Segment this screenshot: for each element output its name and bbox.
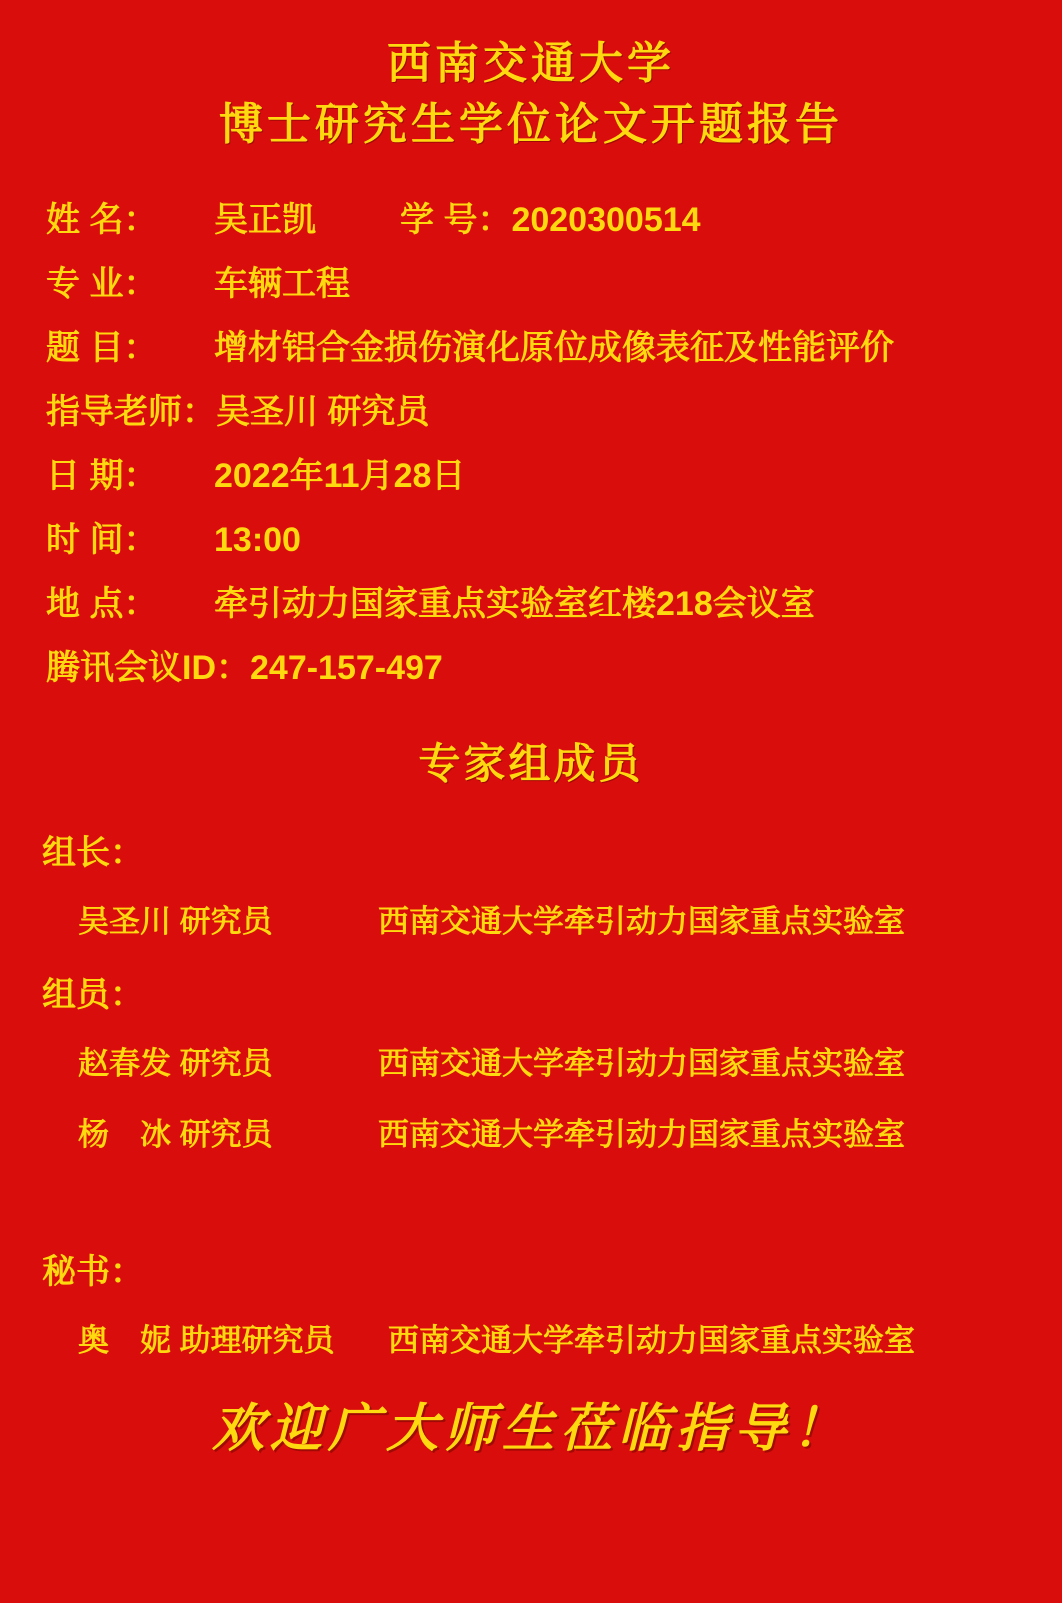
info-row-place [46,585,1032,624]
info-block [0,201,1062,688]
time-label: 时 间： [46,521,158,560]
secretary-label: 秘书： [42,1253,144,1292]
info-row-time [46,521,1032,560]
major-value: 车辆工程 [214,265,350,304]
topic-value: 增材铝合金损伤演化原位成像表征及性能评价 [214,329,894,368]
list-item [0,896,1062,941]
student-id-label: 学 号： [400,201,512,240]
meeting-id-value: 247-157-497 [250,649,443,688]
date-value: 2022年11月28日 [214,457,466,496]
list-item [0,1038,1062,1083]
member-affiliation: 西南交通大学牵引动力国家重点实验室 [388,1323,915,1359]
member-name: 杨 冰 研究员 [78,1117,273,1153]
student-id-value: 2020300514 [511,201,701,240]
member-name: 赵春发 研究员 [78,1046,273,1082]
spacer [0,1180,1062,1244]
expert-group-heading: 专家组成员 [418,740,644,788]
info-row-meeting-id [46,649,1032,688]
member-name: 吴圣川 研究员 [78,904,273,940]
member-affiliation: 西南交通大学牵引动力国家重点实验室 [378,1046,905,1082]
member-affiliation: 西南交通大学牵引动力国家重点实验室 [378,904,905,940]
poster-title: 博士研究生学位论文开题报告 [219,99,843,149]
members-label: 组员： [42,976,144,1015]
name-value: 吴正凯 [214,201,316,240]
name-label: 姓 名： [46,201,158,240]
advisor-value: 吴圣川 研究员 [216,393,430,432]
member-name: 奥 妮 助理研究员 [78,1323,335,1359]
info-row-name [46,201,1032,240]
leader-label: 组长： [42,834,144,873]
time-value: 13:00 [214,521,301,560]
info-row-topic [46,329,1032,368]
meeting-id-label: 腾讯会议ID： [46,649,250,688]
advisor-label: 指导老师： [46,393,216,432]
welcome-slogan: 欢迎广大师生莅临指导！ [211,1401,850,1459]
list-item [0,1109,1062,1154]
list-item [0,1315,1062,1360]
date-label: 日 期： [46,457,158,496]
poster-title-block [0,0,1062,155]
member-affiliation: 西南交通大学牵引动力国家重点实验室 [378,1117,905,1153]
info-row-date [46,457,1032,496]
major-label: 专 业： [46,265,158,304]
place-value: 牵引动力国家重点实验室红楼218会议室 [214,585,815,624]
info-row-major [46,265,1032,304]
university-name: 西南交通大学 [387,39,675,88]
topic-label: 题 目： [46,329,158,368]
place-label: 地 点： [46,585,158,624]
info-row-advisor [46,393,1032,432]
